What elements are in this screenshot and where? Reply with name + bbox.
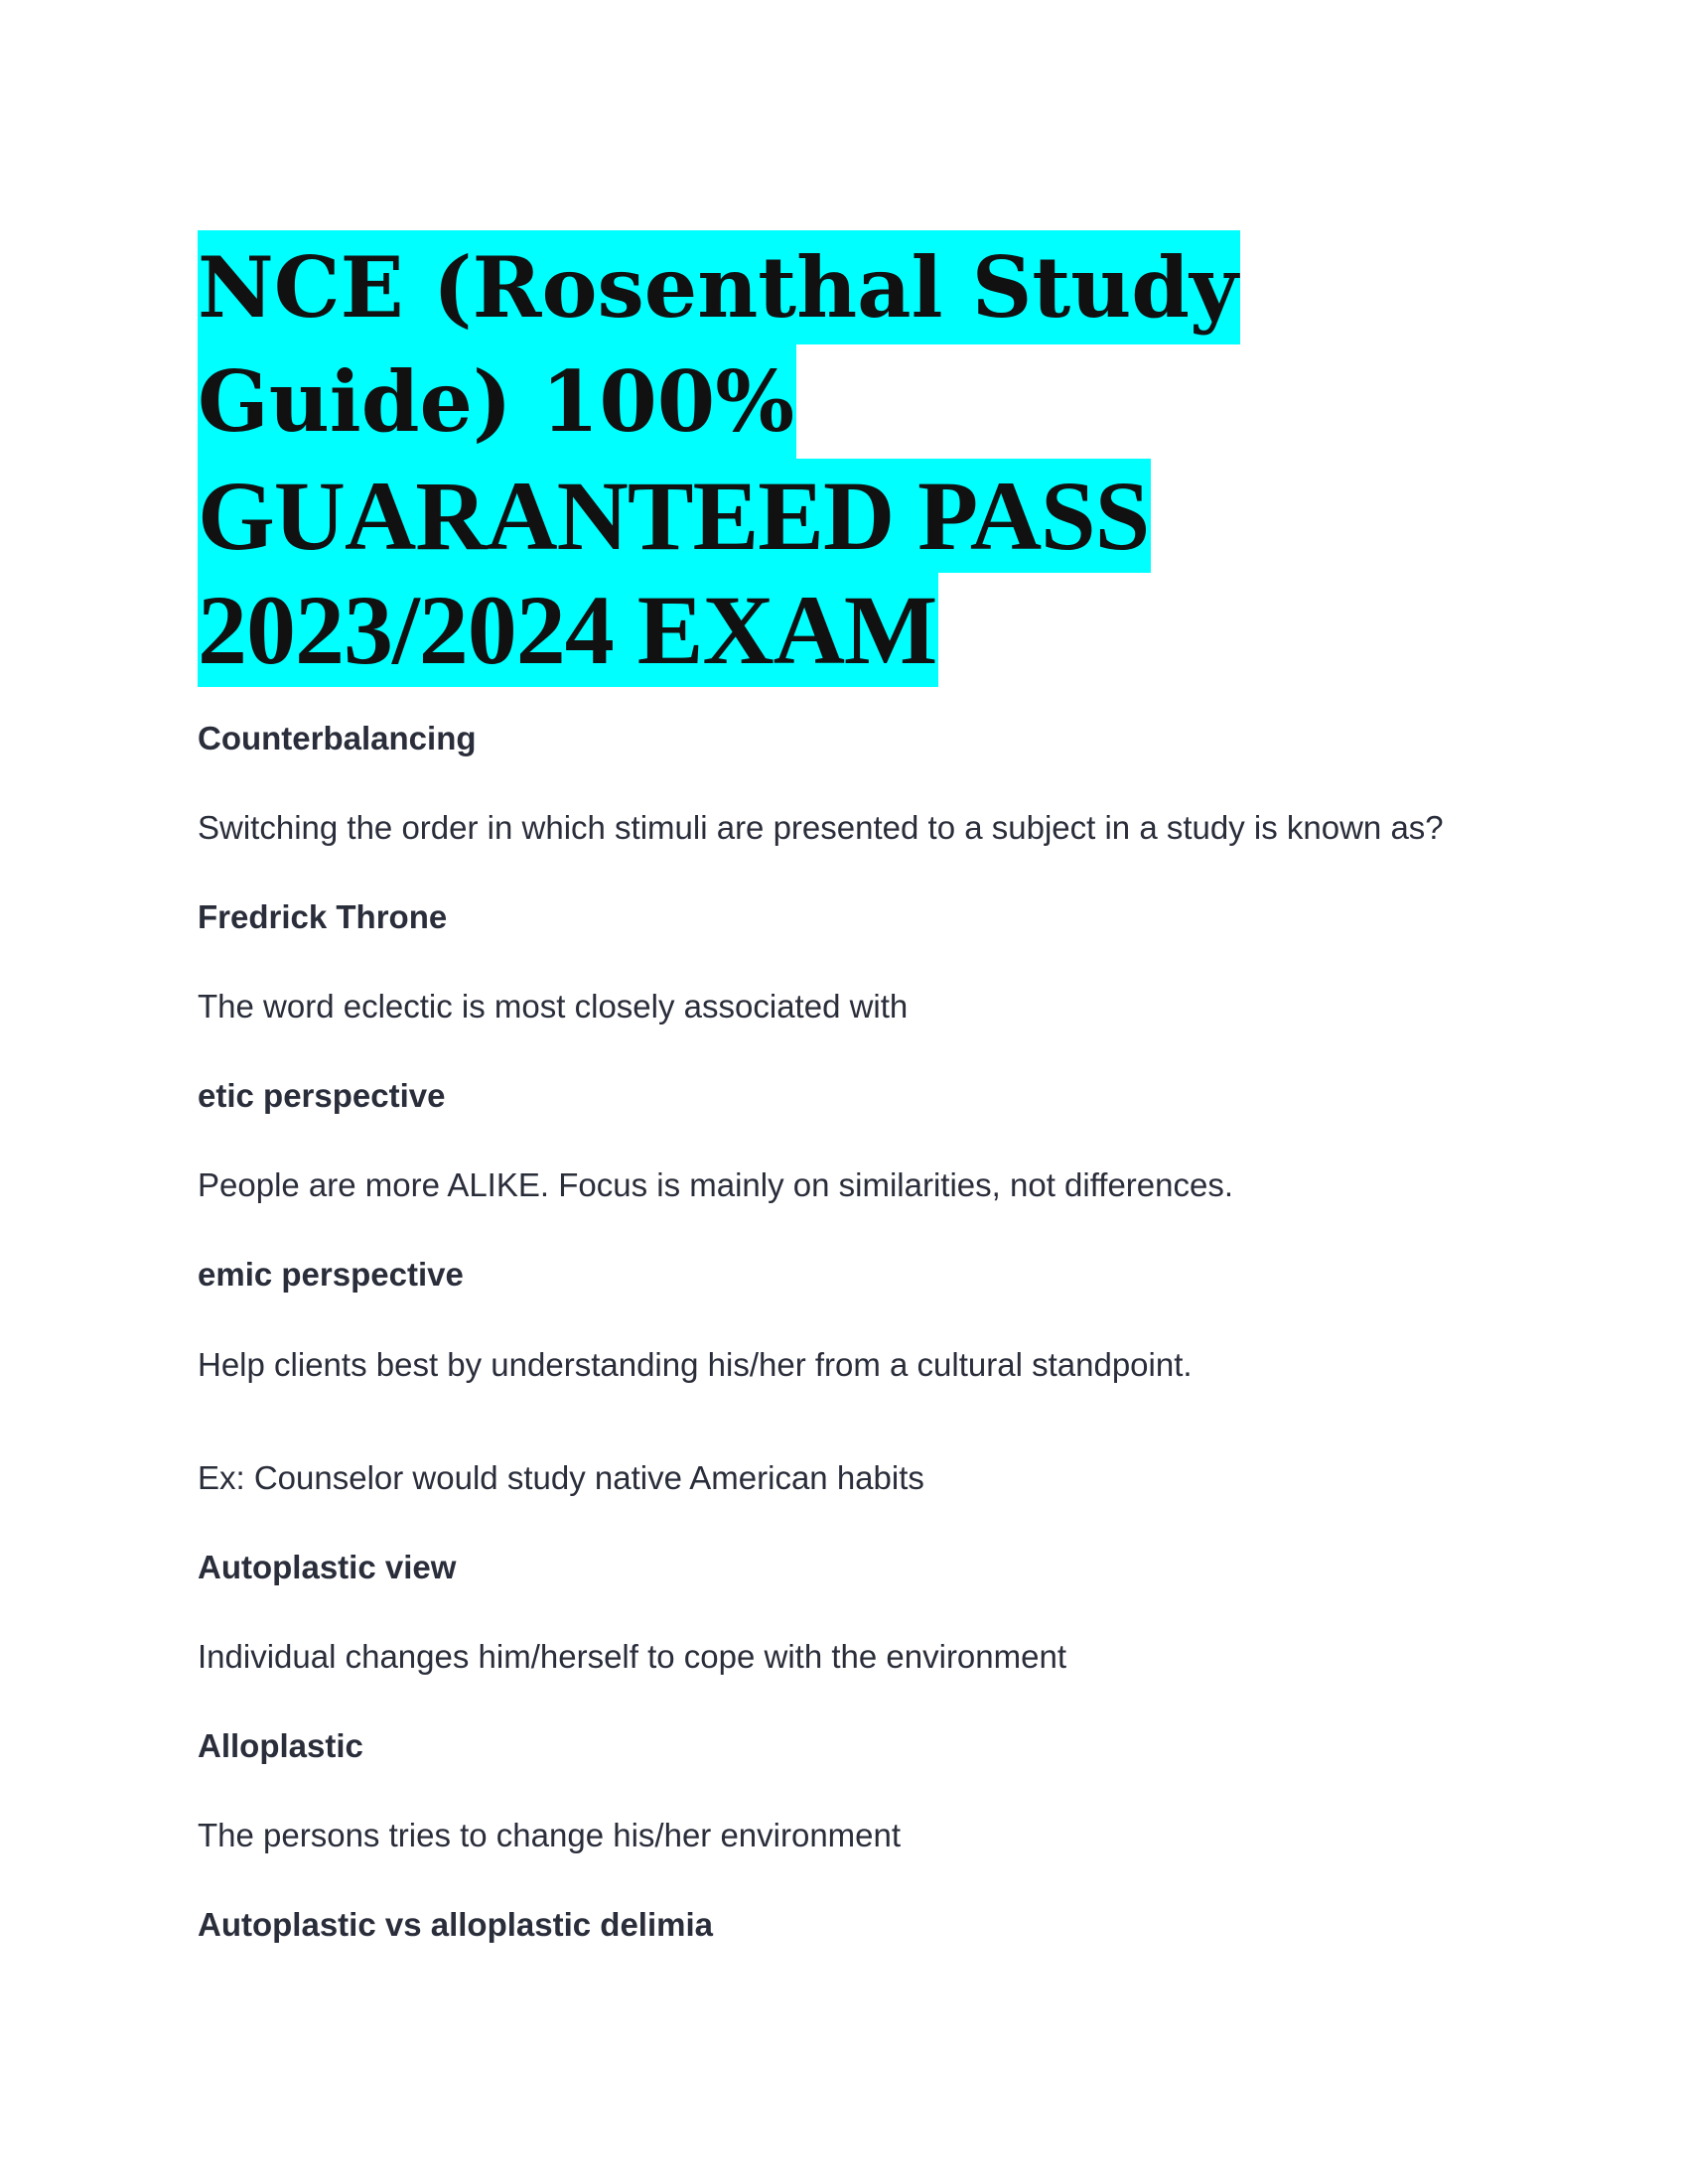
term-heading: Alloplastic xyxy=(198,1727,363,1764)
term-heading: Autoplastic view xyxy=(198,1549,457,1585)
definition-example: Ex: Counselor would study native American habits xyxy=(198,1459,924,1496)
title-line-4: 2023/2024 EXAM xyxy=(198,575,937,685)
term-heading: Fredrick Throne xyxy=(198,898,448,935)
definition-text: The word eclectic is most closely associated with xyxy=(198,988,909,1024)
definition-text: Individual changes him/herself to cope with the environment xyxy=(198,1638,1066,1675)
definition-text: People are more ALIKE. Focus is mainly on similarities, not differences. xyxy=(198,1166,1234,1203)
title-line-1: NCE (Rosenthal Study xyxy=(198,230,1488,344)
term-heading: Counterbalancing xyxy=(198,720,477,756)
document-title xyxy=(198,230,1488,687)
definition-text: Help clients best by understanding his/her from a cultural standpoint. xyxy=(198,1346,1193,1383)
title-line-3: GUARANTEED PASS xyxy=(198,461,1150,571)
term-heading: etic perspective xyxy=(198,1077,446,1114)
title-line-2: Guide) 100% xyxy=(198,344,1488,459)
definition-text: The persons tries to change his/her environment xyxy=(198,1817,902,1853)
definition-text: Switching the order in which stimuli are presented to a subject in a study is known as? xyxy=(198,809,1444,846)
term-heading: Autoplastic vs alloplastic delimia xyxy=(198,1906,713,1943)
term-heading: emic perspective xyxy=(198,1256,464,1293)
